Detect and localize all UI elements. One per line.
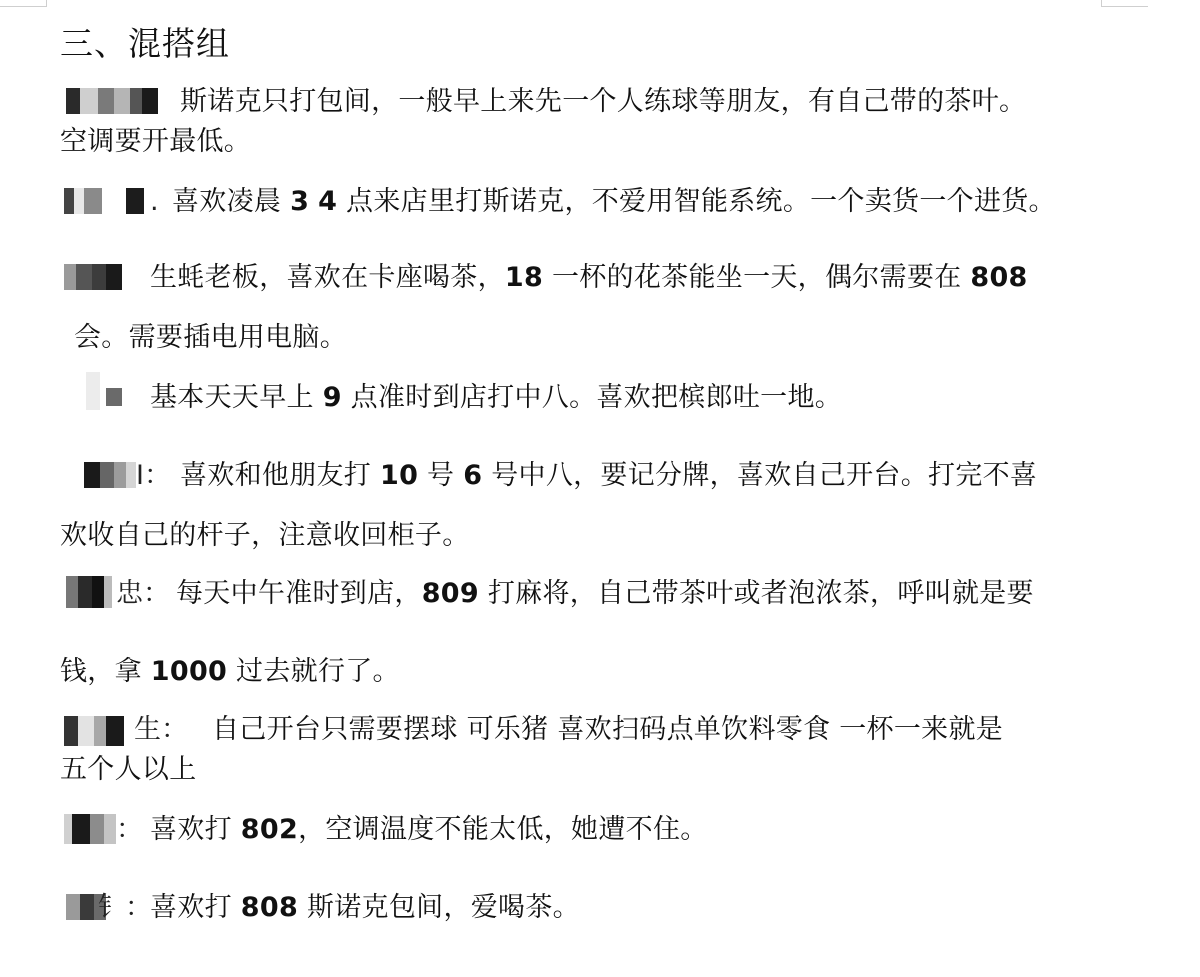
redacted-name-block <box>64 716 124 746</box>
redacted-name-block <box>84 462 136 488</box>
entry-2-prefix: . <box>150 186 159 217</box>
redacted-name-block <box>64 814 116 844</box>
entry-6-prefix: 忠： <box>116 578 170 609</box>
entry-5-prefix: I： <box>136 460 171 491</box>
entry-1-line-1: 斯诺克只打包间，一般早上来先一个人练球等朋友，有自己带的茶叶。 <box>180 86 1027 117</box>
entry-9-line-1: 喜欢打 808 斯诺克包间，爱喝茶。 <box>150 892 580 923</box>
entry-6-line-2: 钱，拿 1000 过去就行了。 <box>60 656 400 687</box>
entry-8-prefix: ： <box>116 814 143 845</box>
entry-8-line-1: 喜欢打 802，空调温度不能太低，她遭不住。 <box>150 814 708 845</box>
redacted-name-block <box>64 264 122 290</box>
redacted-name-block <box>86 372 122 410</box>
redacted-name-block <box>64 186 160 217</box>
section-heading: 三、混搭组 <box>60 24 230 63</box>
redacted-name-block <box>66 576 112 608</box>
entry-1-line-2: 空调要开最低。 <box>60 126 252 157</box>
entry-3-line-2: 会。需要插电用电脑。 <box>74 322 347 353</box>
redacted-name-block <box>66 88 158 114</box>
page-corner-mark-left <box>0 0 47 7</box>
entry-3-line-1: 生蚝老板，喜欢在卡座喝茶，18 一杯的花茶能坐一天，偶尔需要在 808 <box>150 262 1028 293</box>
entry-7-prefix: 生： <box>134 714 188 745</box>
entry-2-line-1: 喜欢凌晨 3 4 点来店里打斯诺克，不爱用智能系统。一个卖货一个进货。 <box>172 186 1056 217</box>
entry-5-line-2: 欢收自己的杆子，注意收回柜子。 <box>60 520 470 551</box>
page-corner-mark-right <box>1101 0 1148 7</box>
entry-4-line-1: 基本天天早上 9 点准时到店打中八。喜欢把槟郎吐一地。 <box>150 382 843 413</box>
entry-7-line-2: 五个人以上 <box>60 754 197 785</box>
entry-5-line-1: 喜欢和他朋友打 10 号 6 号中八，要记分牌，喜欢自己开台。打完不喜 <box>180 460 1038 491</box>
entry-6-line-1: 每天中午准时到店，809 打麻将，自己带茶叶或者泡浓茶，呼叫就是要 <box>176 578 1034 609</box>
entry-9-prefix: 钅： <box>98 892 152 923</box>
entry-7-line-1: 自己开台只需要摆球 可乐猪 喜欢扫码点单饮料零食 一杯一来就是 <box>212 714 1004 745</box>
